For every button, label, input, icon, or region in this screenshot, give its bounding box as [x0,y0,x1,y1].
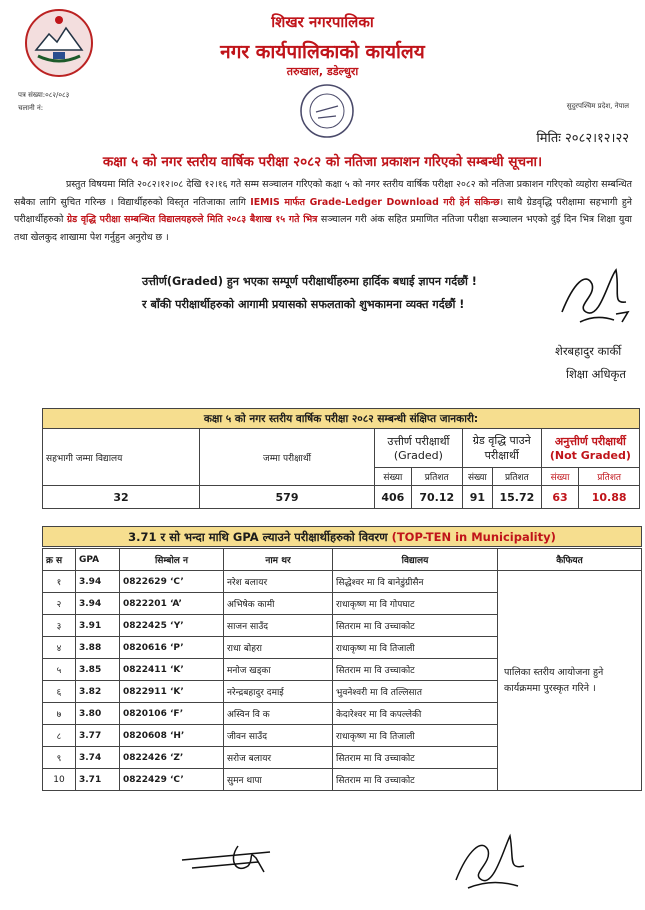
top-ten-caption [42,526,642,547]
gpa-cell: 3.85 [76,659,120,681]
serial-cell: ५ [43,659,76,681]
value-not-graded-percent: 10.88 [579,486,640,509]
symbol-cell: 0822425 ‘Y’ [120,615,224,637]
gpa-cell: 3.88 [76,637,120,659]
name-cell: मनोज खड्का [224,659,333,681]
header-count: संख्या [541,468,579,486]
gpa-cell: 3.94 [76,593,120,615]
notice-title: कक्षा ५ को नगर स्तरीय वार्षिक परीक्षा २०८२ को नतिजा प्रकाशन गरिएको सम्बन्धी सूचना। [102,154,543,170]
header-count: संख्या [375,468,412,486]
school-cell: सितराम मा वि उच्चाकोट [333,659,498,681]
school-cell: राधाकृष्ण मा वि तिजाली [333,725,498,747]
header-graded: उत्तीर्ण परीक्षार्थी (Graded) [375,429,463,468]
congratulation-line: उत्तीर्ण(Graded) हुन भएका सम्पूर्ण परीक्षार्थीहरुमा हार्दिक बधाई ज्ञापन गर्दछौं ! [142,275,477,288]
school-cell: केदारेश्वर मा वि कपल्लेकी [333,703,498,725]
remark-cell: पालिका स्तरीय आयोजना हुने कार्यक्रममा पुरस्कृत गरिने । [498,571,642,791]
symbol-cell: 0822426 ‘Z’ [120,747,224,769]
gpa-cell: 3.80 [76,703,120,725]
name-cell: राधा बोहरा [224,637,333,659]
serial-cell: २ [43,593,76,615]
office-name: नगर कार्यपालिकाको कार्यालय [220,41,425,63]
summary-table [42,408,640,509]
top-ten-caption-tag: (TOP-TEN in Municipality) [391,530,556,544]
serial-cell: ४ [43,637,76,659]
top-ten-table [42,548,642,791]
office-seal-icon [298,82,356,140]
name-cell: साजन साउँद [224,615,333,637]
header-grade-increase: ग्रेड वृद्धि पाउने परीक्षार्थी [462,429,541,468]
name-cell: नरेश बलायर [224,571,333,593]
notice-date: मितिः २०८२।१२।२२ [536,131,629,146]
serial-cell: ७ [43,703,76,725]
serial-cell: १ [43,571,76,593]
table-row [43,571,642,593]
signature-right-icon [448,830,538,892]
school-cell: सिद्धेश्वर मा वि बानेडुंग्रीसैन [333,571,498,593]
value-grade-increase-percent: 15.72 [493,486,542,509]
header-percent: प्रतिशत [493,468,542,486]
notice-body-deadline: ग्रेड वृद्धि परीक्षा सम्बन्धित विद्यालयहरुले मिति २०८३ बैशाख १५ गते भित्र [66,214,318,226]
header-not-graded: अनुत्तीर्ण परीक्षार्थी (Not Graded) [541,429,639,468]
notice-body-part1: प्रस्तुत विषयमा मिति २०८२।१२।०८ देखि १२।१६ गते सम्म सञ्चालन गरिएको कक्षा ५ को नगर स्तरीय वार्षिक परीक्षा २०८२ को नतिजा प्रकाशन गरिएको व्यहोरा सम्बन्धित सबैका लागि सुचित गरिन्छ । विद्यार्थीहरुको विस्तृत नतिजाका लागि [14,179,632,208]
officer-signature-icon [556,262,636,330]
notice-body-part5: सञ्चालन गरी अंक सहित प्रमाणित नतिजा परीक्षा सञ्चालन भएको दुई दिन भित्र शिक्षा युवा तथा खेलकुद शाखामा पेश गर्नुहुन अनुरोध छ । [14,214,632,243]
school-cell: भुवनेश्वरी मा वि तल्लिसात [333,681,498,703]
gpa-cell: 3.94 [76,571,120,593]
symbol-cell: 0822629 ‘C’ [120,571,224,593]
notice-body-iemis: IEMIS मार्फत Grade-Ledger Download गरी हेर्न सकिन्छ [250,196,500,208]
gpa-cell: 3.74 [76,747,120,769]
office-address: तरुखाल, डडेल्धुरा [286,65,359,78]
best-wishes-line: र बाँकी परीक्षार्थीहरुको आगामी प्रयासको सफलताको शुभकामना व्यक्त गर्दछौं ! [142,298,465,311]
value-grade-increase-count: 91 [462,486,492,509]
symbol-cell: 0822911 ‘K’ [120,681,224,703]
header-count: संख्या [462,468,492,486]
symbol-cell: 0820106 ‘F’ [120,703,224,725]
col-school: विद्यालय [333,549,498,571]
col-symbol: सिम्बोल न [120,549,224,571]
school-cell: सितराम मा वि उच्चाकोट [333,747,498,769]
school-cell: सितराम मा वि उच्चाकोट [333,769,498,791]
header-total-examinees: जम्मा परीक्षार्थी [200,429,375,486]
name-cell: जीवन साउँद [224,725,333,747]
municipality-name: शिखर नगरपालिका [271,13,374,31]
school-cell: सितराम मा वि उच्चाकोट [333,615,498,637]
name-cell: अभिषेक कामी [224,593,333,615]
notice-body-part3: । साथै ग्रेडवृद्धि परीक्षामा सहभागी हुने परीक्षार्थीहरुको [14,196,632,226]
top-ten-caption-text: 3.71 र सो भन्दा माथि GPA ल्याउने परीक्षार्थीहरुको विवरण [128,530,392,544]
name-cell: अस्विन वि क [224,703,333,725]
gpa-cell: 3.91 [76,615,120,637]
header-participating-schools: सहभागी जम्मा विद्यालय [43,429,200,486]
school-cell: राधाकृष्ण मा वि तिजाली [333,637,498,659]
serial-cell: ९ [43,747,76,769]
value-graded-count: 406 [375,486,412,509]
col-gpa: GPA [76,549,120,571]
gpa-cell: 3.77 [76,725,120,747]
header-percent: प्रतिशत [411,468,462,486]
name-cell: सुमन थापा [224,769,333,791]
letter-number: पत्र संख्या:०८२/०८३ [18,91,70,99]
symbol-cell: 0820616 ‘P’ [120,637,224,659]
name-cell: सरोज बलायर [224,747,333,769]
value-not-graded-count: 63 [541,486,579,509]
serial-cell: ६ [43,681,76,703]
value-total: 579 [200,486,375,509]
signatory-name: शेरबहादुर कार्की [555,344,622,358]
value-schools: 32 [43,486,200,509]
col-remark: कैफियत [498,549,642,571]
signatory-post: शिक्षा अधिकृत [566,367,626,381]
notice-body [14,176,632,246]
serial-cell: 10 [43,769,76,791]
col-serial: क्र स [43,549,76,571]
province-name: सुदुरपश्चिम प्रदेश, नेपाल [566,102,629,110]
serial-cell: ८ [43,725,76,747]
gpa-cell: 3.71 [76,769,120,791]
name-cell: नरेन्द्रबहादुर दमाई [224,681,333,703]
symbol-cell: 0822429 ‘C’ [120,769,224,791]
value-graded-percent: 70.12 [411,486,462,509]
dispatch-number: चलानी नं: [18,104,44,112]
symbol-cell: 0820608 ‘H’ [120,725,224,747]
symbol-cell: 0822201 ‘A’ [120,593,224,615]
symbol-cell: 0822411 ‘K’ [120,659,224,681]
summary-caption: कक्षा ५ को नगर स्तरीय वार्षिक परीक्षा २०८२ सम्बन्धी संक्षिप्त जानकारी: [43,409,640,429]
gpa-cell: 3.82 [76,681,120,703]
school-cell: राधाकृष्ण मा वि गोपघाट [333,593,498,615]
signature-left-icon [178,838,288,880]
header-percent: प्रतिशत [579,468,640,486]
serial-cell: ३ [43,615,76,637]
col-name: नाम थर [224,549,333,571]
